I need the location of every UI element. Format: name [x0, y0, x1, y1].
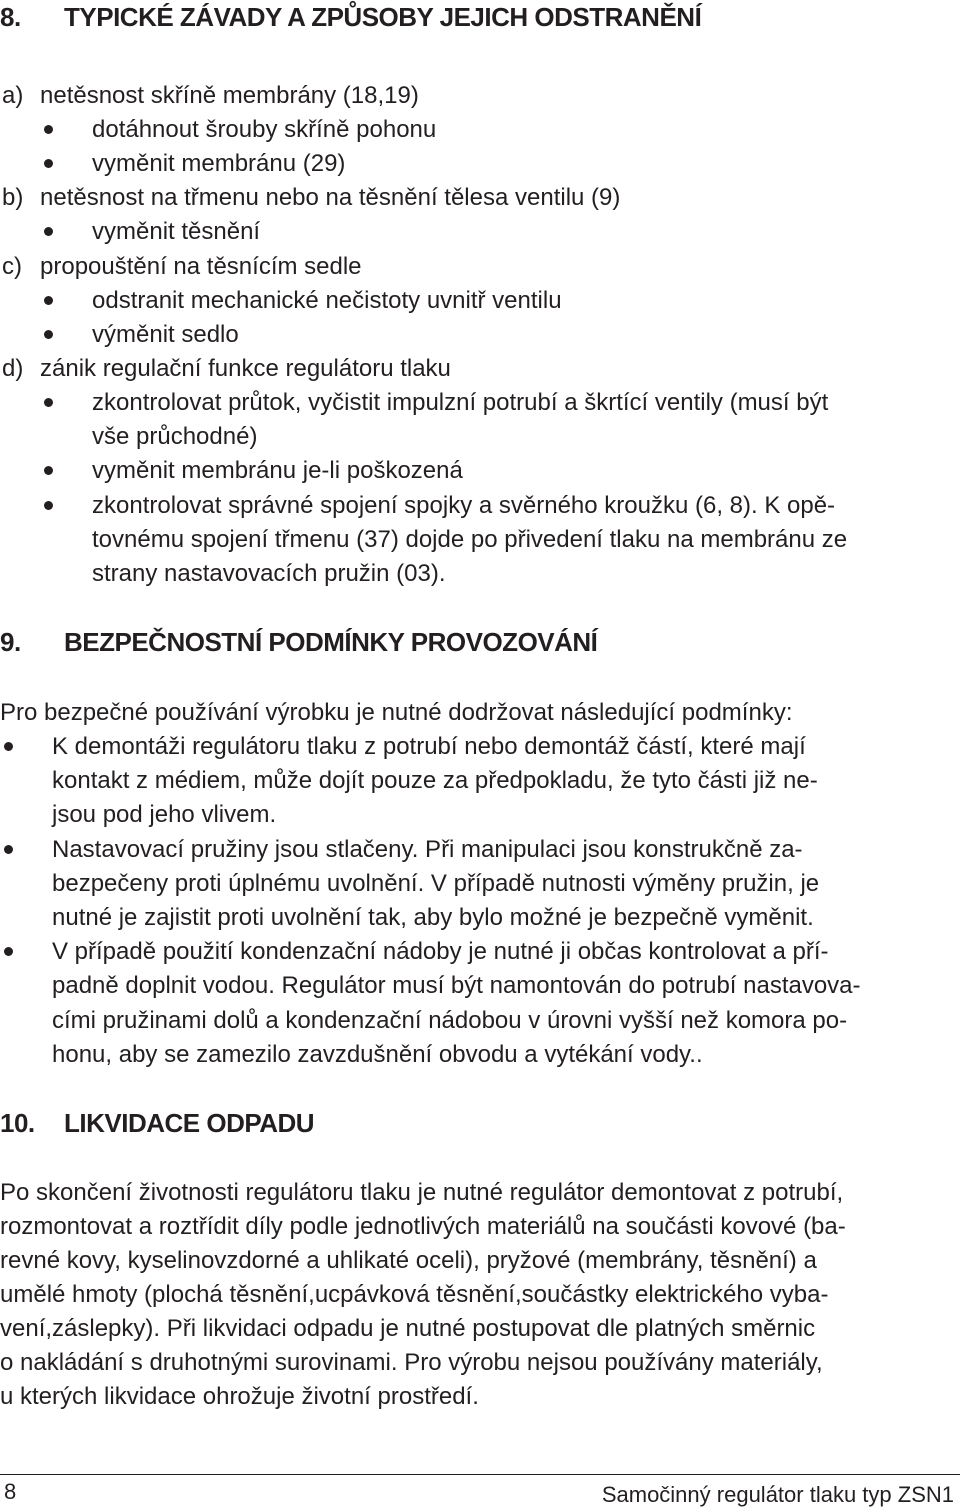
safety-intro: Pro bezpečné používání výrobku je nutné dodržovat následující podmínky:	[0, 699, 793, 726]
bullet-icon	[44, 330, 53, 339]
fault-a-remedy-2: vyměnit membránu (29)	[92, 150, 346, 177]
page-number: 8	[4, 1479, 17, 1504]
fault-d-remedy-2: vyměnit membránu je-li poškozená	[92, 457, 463, 484]
fault-a-remedy-1: dotáhnout šrouby skříně pohonu	[92, 116, 437, 143]
bullet-icon	[44, 227, 53, 236]
disposal-line-4: umělé hmoty (plochá těsnění,ucpávková těsnění,součástky elektrického vyba-	[0, 1281, 829, 1308]
safety-item-2-line-2: bezpečeny proti úplnému uvolnění. V případě nutnosti výměny pružin, je	[52, 870, 820, 897]
fault-b-label: b)	[2, 184, 24, 211]
disposal-line-7: u kterých likvidace ohrožuje životní prostředí.	[0, 1383, 479, 1410]
footer-product-name: Samočinný regulátor tlaku typ ZSN1	[601, 1482, 954, 1507]
safety-item-2-line-3: nutné je zajistit proti uvolnění tak, aby bylo možné je bezpečně vyměnit.	[52, 904, 814, 931]
fault-d-remedy-1-line-2: vše průchodné)	[92, 423, 258, 450]
safety-item-3-line-3: cími pružinami dolů a kondenzační nádobou v úrovni vyšší než komora po-	[52, 1007, 848, 1034]
fault-d-label: d)	[2, 355, 24, 382]
disposal-line-2: rozmontovat a roztřídit díly podle jednotlivých materiálů na součásti kovové (ba-	[0, 1213, 846, 1240]
safety-item-1-line-2: kontakt z médiem, může dojít pouze za předpokladu, že tyto části již ne-	[52, 767, 818, 794]
safety-item-2-line-1: Nastavovací pružiny jsou stlačeny. Při manipulaci jsou konstrukčně za-	[52, 836, 803, 863]
safety-item-3-line-2: padně doplnit vodou. Regulátor musí být namontován do potrubí nastavova-	[52, 972, 861, 999]
section-9-title: BEZPEČNOSTNÍ PODMÍNKY PROVOZOVÁNÍ	[64, 627, 598, 657]
disposal-line-1: Po skončení životnosti regulátoru tlaku je nutné regulátor demontovat z potrubí,	[0, 1179, 844, 1206]
fault-d-remedy-3-line-1: zkontrolovat správné spojení spojky a svěrného kroužku (6, 8). K opě-	[92, 492, 836, 519]
footer-divider	[0, 1474, 960, 1475]
disposal-line-6: o nakládání s druhotnými surovinami. Pro výrobu nejsou používány materiály,	[0, 1349, 823, 1376]
fault-d-text: zánik regulační funkce regulátoru tlaku	[40, 355, 451, 382]
fault-c-text: propouštění na těsnícím sedle	[40, 253, 362, 280]
bullet-icon	[4, 947, 13, 956]
bullet-icon	[44, 398, 53, 407]
fault-b-remedy-1: vyměnit těsnění	[92, 218, 261, 245]
bullet-icon	[44, 159, 53, 168]
section-10-number: 10.	[0, 1108, 35, 1138]
section-8-number: 8.	[0, 2, 21, 32]
bullet-icon	[4, 845, 13, 854]
bullet-icon	[44, 466, 53, 475]
fault-a-label: a)	[2, 82, 24, 109]
disposal-line-5: vení,záslepky). Při likvidaci odpadu je nutné postupovat dle platných směrnic	[0, 1315, 816, 1342]
section-8-title: TYPICKÉ ZÁVADY A ZPŮSOBY JEJICH ODSTRANĚNÍ	[64, 2, 702, 32]
bullet-icon	[44, 296, 53, 305]
fault-d-remedy-3-line-2: tovnému spojení třmenu (37) dojde po přivedení tlaku na membránu ze	[92, 526, 848, 553]
fault-b-text: netěsnost na třmenu nebo na těsnění tělesa ventilu (9)	[40, 184, 621, 211]
fault-a-text: netěsnost skříně membrány (18,19)	[40, 82, 419, 109]
bullet-icon	[44, 501, 53, 510]
fault-c-label: c)	[2, 253, 22, 280]
safety-item-3-line-4: honu, aby se zamezilo zavzdušnění obvodu a vytékání vody..	[52, 1041, 703, 1068]
safety-item-1-line-3: jsou pod jeho vlivem.	[52, 801, 277, 828]
safety-item-3-line-1: V případě použití kondenzační nádoby je nutné ji občas kontrolovat a pří-	[52, 938, 829, 965]
section-10-title: LIKVIDACE ODPADU	[64, 1108, 315, 1138]
fault-d-remedy-3-line-3: strany nastavovacích pružin (03).	[92, 560, 446, 587]
fault-d-remedy-1-line-1: zkontrolovat průtok, vyčistit impulzní potrubí a škrtící ventily (musí být	[92, 389, 829, 416]
disposal-line-3: revné kovy, kyselinovzdorné a uhlikaté oceli), pryžové (membrány, těsnění) a	[0, 1247, 817, 1274]
fault-c-remedy-2: výměnit sedlo	[92, 321, 239, 348]
bullet-icon	[4, 742, 13, 751]
safety-item-1-line-1: K demontáži regulátoru tlaku z potrubí nebo demontáž částí, které mají	[52, 733, 806, 760]
section-9-number: 9.	[0, 627, 21, 657]
fault-c-remedy-1: odstranit mechanické nečistoty uvnitř ventilu	[92, 287, 562, 314]
bullet-icon	[44, 125, 53, 134]
